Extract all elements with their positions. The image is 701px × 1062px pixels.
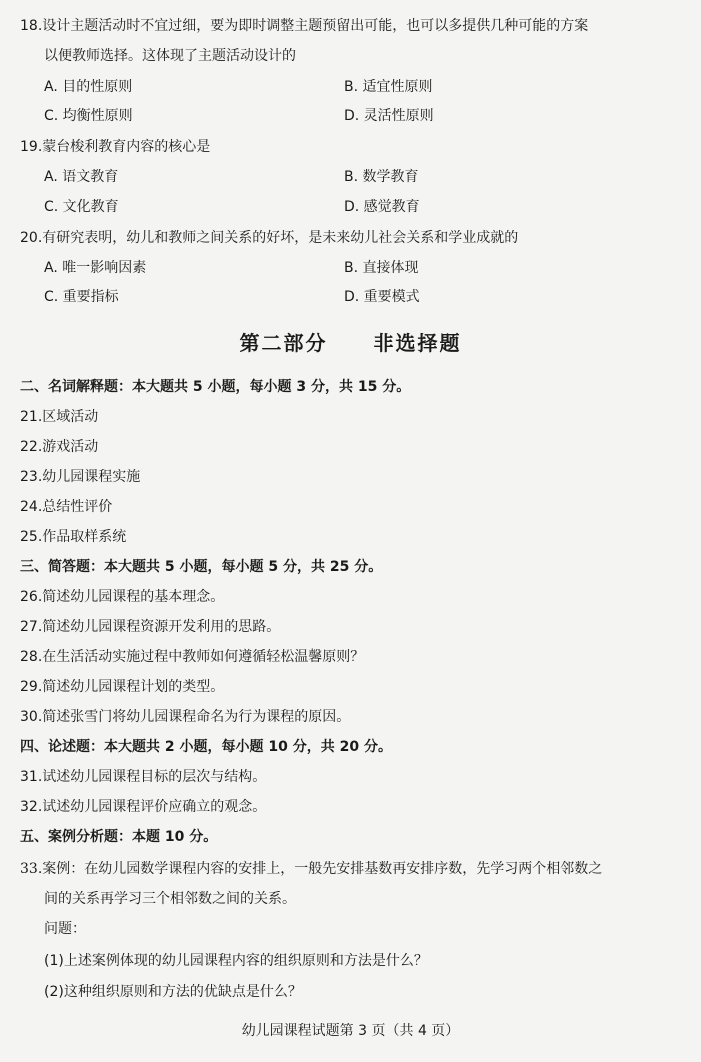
q19-option-b: B. 数学教育 xyxy=(344,169,419,185)
section2-heading: 二、名词解释题：本大题共 5 小题，每小题 3 分，共 15 分。 xyxy=(20,379,411,395)
q20-option-d: D. 重要模式 xyxy=(344,289,420,305)
section3-heading: 三、简答题：本大题共 5 小题，每小题 5 分，共 25 分。 xyxy=(20,559,383,575)
list-item: 25.作品取样系统 xyxy=(20,529,127,545)
list-item: 23.幼儿园课程实施 xyxy=(20,469,141,485)
list-item: 29.简述幼儿园课程计划的类型。 xyxy=(20,679,225,695)
part2-title-name: 非选择题 xyxy=(373,331,462,355)
case-text-line2: 间的关系再学习三个相邻数之间的关系。 xyxy=(44,891,296,907)
list-item: 21.区域活动 xyxy=(20,409,99,425)
list-item: 28.在生活活动实施过程中教师如何遵循轻松温馨原则？ xyxy=(20,649,365,665)
q19-option-c: C. 文化教育 xyxy=(44,199,119,215)
part2-title xyxy=(0,327,701,356)
list-item: 27.简述幼儿园课程资源开发利用的思路。 xyxy=(20,619,281,635)
list-item: 31.试述幼儿园课程目标的层次与结构。 xyxy=(20,769,267,785)
list-item: 26.简述幼儿园课程的基本理念。 xyxy=(20,589,225,605)
q18-option-b: B. 适宜性原则 xyxy=(344,79,433,95)
q19-option-a: A. 语文教育 xyxy=(44,169,119,185)
q19-option-d: D. 感觉教育 xyxy=(344,199,420,215)
q20-option-c: C. 重要指标 xyxy=(44,289,119,305)
q19-stem: 19.蒙台梭利教育内容的核心是 xyxy=(20,139,211,155)
page-footer: 幼儿园课程试题第 3 页（共 4 页） xyxy=(241,1023,460,1039)
q18-stem-line2: 以便教师选择。这体现了主题活动设计的 xyxy=(44,48,296,64)
q18-option-a: A. 目的性原则 xyxy=(44,79,133,95)
q18-option-d: D. 灵活性原则 xyxy=(344,108,434,124)
case-question-1: (1)上述案例体现的幼儿园课程内容的组织原则和方法是什么？ xyxy=(44,953,428,969)
part2-title-part: 第二部分 xyxy=(239,331,328,355)
case-question-2: (2)这种组织原则和方法的优缺点是什么？ xyxy=(44,984,302,1000)
section5-heading: 五、案例分析题：本题 10 分。 xyxy=(20,829,218,845)
case-text-line1: 33.案例：在幼儿园数学课程内容的安排上，一般先安排基数再安排序数，先学习两个相邻数之 xyxy=(20,861,603,877)
case-question-label: 问题： xyxy=(44,921,86,937)
section4-heading: 四、论述题：本大题共 2 小题，每小题 10 分，共 20 分。 xyxy=(20,739,392,755)
q20-option-a: A. 唯一影响因素 xyxy=(44,260,147,276)
q20-stem: 20.有研究表明，幼儿和教师之间关系的好坏，是未来幼儿社会关系和学业成就的 xyxy=(20,230,519,246)
list-item: 32.试述幼儿园课程评价应确立的观念。 xyxy=(20,799,267,815)
list-item: 22.游戏活动 xyxy=(20,439,99,455)
q18-stem-line1: 18.设计主题活动时不宜过细，要为即时调整主题预留出可能，也可以多提供几种可能的方案 xyxy=(20,18,589,34)
list-item: 30.简述张雪门将幼儿园课程命名为行为课程的原因。 xyxy=(20,709,351,725)
list-item: 24.总结性评价 xyxy=(20,499,113,515)
q18-option-c: C. 均衡性原则 xyxy=(44,108,133,124)
q20-option-b: B. 直接体现 xyxy=(344,260,419,276)
